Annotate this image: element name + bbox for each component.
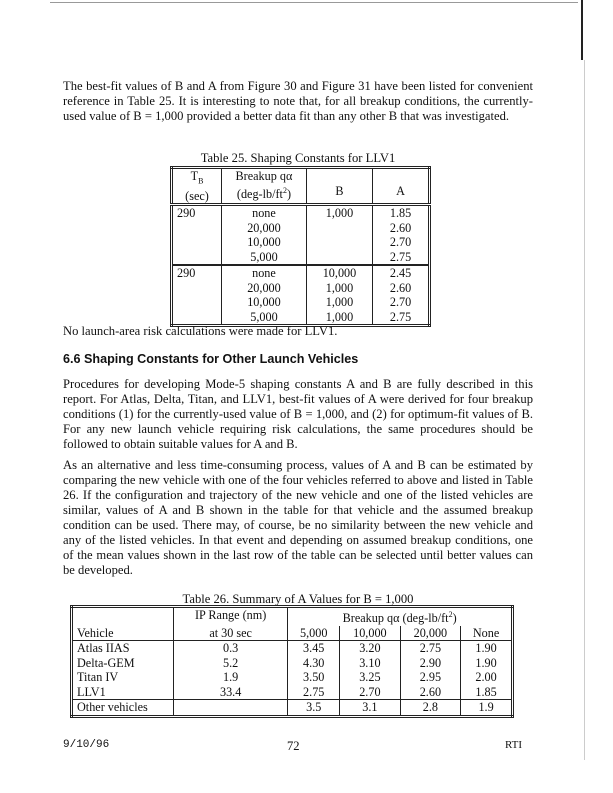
- paragraph-intro: The best-fit values of B and A from Figure 30 and Figure 31 have been listed for convenient reference in Table 25. It is interesting to note that, for all breakup conditions, the currently-used value of B = 1,000 provided a better data fit than any other B that was investigated.: [63, 79, 533, 123]
- footer-org: RTI: [505, 739, 523, 751]
- table-26-caption: Table 26. Summary of A Values for B = 1,000: [182, 592, 414, 606]
- table-26: [70, 605, 514, 718]
- change-bar: [581, 0, 583, 60]
- table-row: 20,000 1,000 2.60: [172, 281, 430, 296]
- table-header-row: [172, 168, 430, 205]
- table-row: Delta-GEM 5.2 4.30 3.10 2.90 1.90: [72, 656, 513, 671]
- table-row-mean: Other vehicles 3.5 3.1 2.8 1.9: [72, 700, 513, 717]
- table-25: [170, 166, 431, 327]
- table-header-row: [72, 607, 513, 626]
- top-rule: [50, 2, 578, 3]
- margin-line: [584, 60, 585, 760]
- table-row: 5,000 2.75: [172, 250, 430, 266]
- table-row: 290 none 1,000 1.85: [172, 205, 430, 221]
- paragraph-alternative: As an alternative and less time-consuming process, values of A and B can be estimated by comparing the new vehicle with one of the four vehicles referred to above and listed in Table 26. If the configuration and trajectory of the new vehicle and one of the listed vehicles are similar, values of A and B shown in the table for that vehicle and the assumed breakup condition can be used. There may, of course, be no similarity between the new vehicle and any of the listed vehicles. In that event and depending on assumed breakup conditions, one of the mean values shown in the last row of the table can be selected until better values can be developed.: [63, 458, 533, 577]
- paragraph-procedures: Procedures for developing Mode-5 shaping constants A and B are fully described in this report. For Atlas, Delta, Titan, and LLV1, best-fit values of A were derived for four breakup conditions (1) for the currently-used value of B = 1,000, and (2) for optimum-fit values of B. For any new launch vehicle requiring risk calculations, the same procedures should be followed to obtain suitable values for A and B.: [63, 377, 533, 451]
- page-number: 72: [287, 739, 300, 753]
- table-header-row: Vehicle at 30 sec 5,000 10,000 20,000 None: [72, 626, 513, 641]
- header-ip-at: at 30 sec: [174, 626, 288, 641]
- table-row: 20,000 2.60: [172, 221, 430, 236]
- footer-date: 9/10/96: [63, 739, 110, 751]
- table-row: Atlas IIAS 0.3 3.45 3.20 2.75 1.90: [72, 641, 513, 656]
- section-heading: 6.6 Shaping Constants for Other Launch Vehicles: [63, 352, 359, 366]
- header-tb: $T_B$ (sec): [172, 168, 222, 205]
- header-b: B: [306, 168, 372, 205]
- table-row: 10,000 2.70: [172, 235, 430, 250]
- header-breakup: Breakup qα $(deg-lb/ft^2)$: [222, 168, 307, 205]
- header-breakup: Breakup qα $(deg-lb/ft^2)$: [288, 607, 513, 626]
- table-25-caption: Table 25. Shaping Constants for LLV1: [200, 151, 396, 165]
- table-row: Titan IV 1.9 3.50 3.25 2.95 2.00: [72, 670, 513, 685]
- table-row: 10,000 1,000 2.70: [172, 295, 430, 310]
- llv1-note: No launch-area risk calculations were made for LLV1.: [63, 324, 338, 338]
- header-vehicle: Vehicle: [72, 626, 174, 641]
- table-row: 290 none 10,000 2.45: [172, 265, 430, 281]
- table-row: LLV1 33.4 2.75 2.70 2.60 1.85: [72, 685, 513, 700]
- header-ip-range: IP Range (nm): [174, 607, 288, 626]
- table-row: 5,000 1,000 2.75: [172, 310, 430, 326]
- header-a: A: [373, 168, 430, 205]
